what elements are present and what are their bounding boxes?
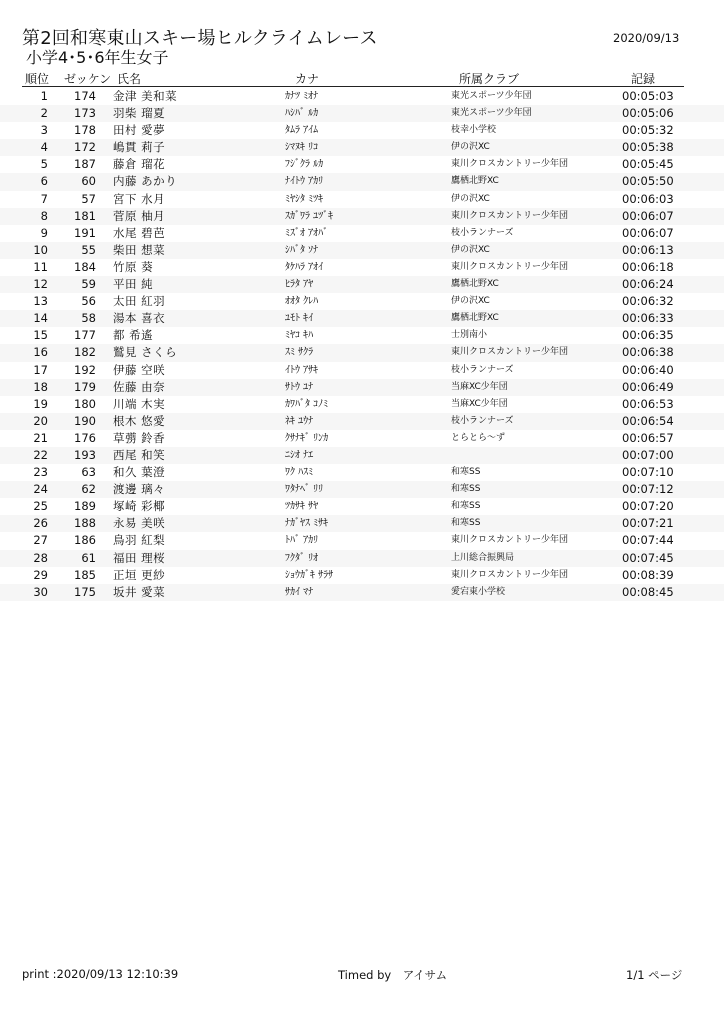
result-name: 西尾 和笑 xyxy=(113,447,166,462)
table-row xyxy=(0,430,724,447)
result-bib: 56 xyxy=(81,294,96,309)
result-club: 東川クロスカントリー少年団 xyxy=(451,569,569,580)
result-name: 水尾 碧芭 xyxy=(113,225,166,240)
result-name: 伊藤 空咲 xyxy=(113,362,166,377)
result-bib: 55 xyxy=(81,242,96,257)
result-name: 川端 木実 xyxy=(113,396,166,411)
table-row xyxy=(0,344,724,361)
result-time: 00:06:32 xyxy=(622,294,674,309)
result-bib: 179 xyxy=(74,379,96,394)
result-bib: 63 xyxy=(81,465,96,480)
result-time: 00:06:38 xyxy=(622,345,674,360)
result-name: 柴田 想菜 xyxy=(113,242,166,257)
result-kana: ﾜﾀﾅﾍﾞ ﾘﾘ xyxy=(285,484,324,496)
result-time: 00:06:03 xyxy=(622,191,674,206)
result-time: 00:06:40 xyxy=(622,362,674,377)
result-club: とらとら～ず xyxy=(451,432,506,443)
result-rank: 26 xyxy=(33,516,48,531)
result-bib: 188 xyxy=(74,516,96,531)
table-row xyxy=(0,225,724,242)
result-club: 枝幸小学校 xyxy=(451,125,497,136)
result-time: 00:06:49 xyxy=(622,379,674,394)
result-bib: 184 xyxy=(74,259,96,274)
result-club: 和寒SS xyxy=(451,467,481,478)
table-row xyxy=(0,362,724,379)
table-row xyxy=(0,208,724,225)
result-club: 士別南小 xyxy=(451,330,488,341)
header-divider xyxy=(22,86,684,87)
result-rank: 17 xyxy=(33,362,48,377)
result-club: 和寒SS xyxy=(451,501,481,512)
result-kana: ﾐﾔｺ ｷﾊ xyxy=(285,330,314,342)
result-name: 根木 悠愛 xyxy=(113,413,166,428)
category-subtitle: 小学4･5･6年生女子 xyxy=(26,48,169,67)
result-rank: 4 xyxy=(40,140,48,155)
result-name: 金津 美和菜 xyxy=(113,89,178,103)
result-name: 福田 理桜 xyxy=(113,550,166,565)
table-row xyxy=(0,584,724,601)
table-row xyxy=(0,447,724,464)
column-header-bib: ゼッケン xyxy=(64,72,112,86)
table-row xyxy=(0,242,724,259)
result-rank: 11 xyxy=(33,259,48,274)
table-row xyxy=(0,122,724,139)
result-name: 都 希遙 xyxy=(113,328,154,343)
result-time: 00:05:38 xyxy=(622,140,674,155)
result-name: 佐藤 由奈 xyxy=(113,379,166,394)
result-bib: 57 xyxy=(81,191,96,206)
result-time: 00:05:06 xyxy=(622,106,674,121)
result-time: 00:07:00 xyxy=(622,447,674,462)
result-name: 羽柴 瑠夏 xyxy=(113,106,166,121)
result-rank: 22 xyxy=(33,447,48,462)
result-name: 竹原 葵 xyxy=(113,259,154,274)
table-row xyxy=(0,515,724,532)
result-club: 枝小ランナーズ xyxy=(451,364,514,375)
result-time: 00:07:12 xyxy=(622,482,674,497)
result-club: 東川クロスカントリー少年団 xyxy=(451,210,569,221)
result-bib: 182 xyxy=(74,345,96,360)
result-time: 00:06:13 xyxy=(622,242,674,257)
result-club: 伊の沢XC xyxy=(451,296,490,307)
result-rank: 21 xyxy=(33,430,48,445)
result-rank: 14 xyxy=(33,311,48,326)
result-name: 和久 葉澄 xyxy=(113,465,166,480)
result-kana: ﾐｽﾞｵ ｱｵﾊﾞ xyxy=(285,227,329,239)
result-time: 00:06:07 xyxy=(622,225,674,240)
result-name: 草彅 鈴香 xyxy=(113,430,166,445)
result-kana: ｵｵﾀ ｸﾚﾊ xyxy=(285,296,319,308)
result-rank: 25 xyxy=(33,499,48,514)
result-time: 00:05:03 xyxy=(622,89,674,103)
result-kana: ﾆｼｵ ﾅｴ xyxy=(285,449,314,461)
result-bib: 180 xyxy=(74,396,96,411)
result-kana: ｼｮｳｶﾞｷ ｻﾗｻ xyxy=(285,569,334,581)
table-header xyxy=(0,70,724,85)
result-club: 鷹栖北野XC xyxy=(451,313,499,324)
result-time: 00:05:32 xyxy=(622,123,674,138)
result-time: 00:07:45 xyxy=(622,550,674,565)
result-club: 伊の沢XC xyxy=(451,244,490,255)
table-row xyxy=(0,413,724,430)
result-bib: 191 xyxy=(74,225,96,240)
table-row xyxy=(0,481,724,498)
result-club: 東川クロスカントリー少年団 xyxy=(451,261,569,272)
table-row xyxy=(0,105,724,122)
page-title: 第2回和寒東山スキー場ヒルクライムレース xyxy=(22,28,378,49)
result-bib: 192 xyxy=(74,362,96,377)
result-name: 塚崎 彩椰 xyxy=(113,499,166,514)
result-rank: 2 xyxy=(40,106,48,121)
result-club: 鷹栖北野XC xyxy=(451,176,499,187)
result-rank: 8 xyxy=(40,208,48,223)
result-club: 東川クロスカントリー少年団 xyxy=(451,159,569,170)
result-bib: 59 xyxy=(81,277,96,292)
result-kana: ｼﾏﾇｷ ﾘｺ xyxy=(285,142,319,154)
result-rank: 15 xyxy=(33,328,48,343)
result-rank: 20 xyxy=(33,413,48,428)
result-kana: ﾅｶﾞﾔｽ ﾐｻｷ xyxy=(285,518,329,530)
result-kana: ﾌｸﾀﾞ ﾘｵ xyxy=(285,552,319,564)
result-name: 田村 愛夢 xyxy=(113,123,166,138)
result-name: 宮下 水月 xyxy=(113,191,166,206)
table-row xyxy=(0,173,724,190)
result-rank: 7 xyxy=(40,191,48,206)
result-kana: ﾌｼﾞｸﾗ ﾙｶ xyxy=(285,159,324,171)
result-kana: ﾅｲﾄｳ ｱｶﾘ xyxy=(285,176,324,188)
result-name: 鷲見 さくら xyxy=(113,345,178,360)
result-name: 永易 美咲 xyxy=(113,516,166,531)
table-row xyxy=(0,550,724,567)
result-rank: 6 xyxy=(40,174,48,189)
result-time: 00:08:39 xyxy=(622,567,674,582)
result-name: 坂井 愛菜 xyxy=(113,584,166,599)
result-rank: 29 xyxy=(33,567,48,582)
result-bib: 61 xyxy=(81,550,96,565)
result-time: 00:05:50 xyxy=(622,174,674,189)
result-time: 00:07:10 xyxy=(622,465,674,480)
column-header-rank: 順位 xyxy=(25,72,50,86)
result-time: 00:05:45 xyxy=(622,157,674,172)
result-bib: 174 xyxy=(74,89,96,103)
result-kana: ｼﾊﾞﾀ ｿﾅ xyxy=(285,244,319,256)
result-name: 渡邊 璃々 xyxy=(113,482,166,497)
result-rank: 12 xyxy=(33,277,48,292)
result-bib: 173 xyxy=(74,106,96,121)
result-club: 東川クロスカントリー少年団 xyxy=(451,535,569,546)
column-header-kana: カナ xyxy=(295,72,320,86)
result-time: 00:06:54 xyxy=(622,413,674,428)
result-rank: 1 xyxy=(40,89,48,103)
result-bib: 178 xyxy=(74,123,96,138)
result-kana: ｽｶﾞﾜﾗ ﾕﾂﾞｷ xyxy=(285,210,334,222)
event-date: 2020/09/13 xyxy=(613,31,680,45)
result-bib: 58 xyxy=(81,311,96,326)
result-rank: 10 xyxy=(33,242,48,257)
result-club: 東光スポーツ少年団 xyxy=(451,108,532,119)
result-club: 当麻XC少年団 xyxy=(451,381,508,392)
result-time: 00:06:18 xyxy=(622,259,674,274)
table-row xyxy=(0,88,724,105)
result-club: 鷹栖北野XC xyxy=(451,279,499,290)
result-rank: 24 xyxy=(33,482,48,497)
result-kana: ｻﾄｳ ﾕﾅ xyxy=(285,381,314,393)
result-club: 伊の沢XC xyxy=(451,142,490,153)
result-club: 東光スポーツ少年団 xyxy=(451,91,532,101)
result-time: 00:07:20 xyxy=(622,499,674,514)
table-row xyxy=(0,191,724,208)
result-club: 当麻XC少年団 xyxy=(451,398,508,409)
table-row xyxy=(0,259,724,276)
result-rank: 28 xyxy=(33,550,48,565)
result-bib: 62 xyxy=(81,482,96,497)
result-bib: 175 xyxy=(74,584,96,599)
result-name: 鳥羽 紅梨 xyxy=(113,533,166,548)
result-kana: ﾂｶｻｷ ｻﾔ xyxy=(285,501,319,513)
table-row xyxy=(0,396,724,413)
result-bib: 176 xyxy=(74,430,96,445)
print-timestamp: print :2020/09/13 12:10:39 xyxy=(22,967,179,981)
result-rank: 18 xyxy=(33,379,48,394)
result-name: 藤倉 瑠花 xyxy=(113,157,166,172)
result-rank: 30 xyxy=(33,584,48,599)
result-kana: ﾐﾔｼﾀ ﾐﾂｷ xyxy=(285,193,324,205)
table-row xyxy=(0,567,724,584)
result-name: 湯本 喜衣 xyxy=(113,311,166,326)
result-name: 平田 純 xyxy=(113,277,154,292)
result-rank: 3 xyxy=(40,123,48,138)
result-club: 和寒SS xyxy=(451,518,481,529)
result-time: 00:08:45 xyxy=(622,584,674,599)
result-time: 00:06:33 xyxy=(622,311,674,326)
result-kana: ｶﾜﾊﾞﾀ ｺﾉﾐ xyxy=(285,398,329,410)
result-rank: 16 xyxy=(33,345,48,360)
result-name: 太田 紅羽 xyxy=(113,294,166,309)
table-row xyxy=(0,139,724,156)
result-bib: 187 xyxy=(74,157,96,172)
result-name: 正垣 更紗 xyxy=(113,567,166,582)
result-bib: 186 xyxy=(74,533,96,548)
result-kana: ﾋﾗﾀ ｱﾔ xyxy=(285,279,314,291)
result-time: 00:06:07 xyxy=(622,208,674,223)
result-name: 菅原 柚月 xyxy=(113,208,166,223)
table-row xyxy=(0,293,724,310)
result-kana: ﾀｹﾊﾗ ｱｵｲ xyxy=(285,261,324,273)
result-bib: 189 xyxy=(74,499,96,514)
result-rank: 23 xyxy=(33,465,48,480)
table-row xyxy=(0,156,724,173)
timed-by: Timed by アイサム xyxy=(338,968,448,982)
result-rank: 27 xyxy=(33,533,48,548)
result-name: 嶋貫 莉子 xyxy=(113,140,166,155)
result-club: 枝小ランナーズ xyxy=(451,415,514,426)
result-club: 東川クロスカントリー少年団 xyxy=(451,347,569,358)
result-bib: 60 xyxy=(81,174,96,189)
table-row xyxy=(0,276,724,293)
result-bib: 177 xyxy=(74,328,96,343)
result-bib: 172 xyxy=(74,140,96,155)
result-club: 和寒SS xyxy=(451,484,481,495)
result-kana: ﾀﾑﾗ ｱｲﾑ xyxy=(285,125,319,137)
result-bib: 181 xyxy=(74,208,96,223)
result-kana: ﾊｼﾊﾞ ﾙｶ xyxy=(285,108,319,120)
result-rank: 13 xyxy=(33,294,48,309)
result-rank: 9 xyxy=(40,225,48,240)
result-bib: 193 xyxy=(74,447,96,462)
result-kana: ｸｻﾅｷﾞ ﾘﾝｶ xyxy=(285,432,329,444)
result-bib: 185 xyxy=(74,567,96,582)
result-club: 上川総合振興局 xyxy=(451,552,515,563)
result-time: 00:07:44 xyxy=(622,533,674,548)
result-time: 00:07:21 xyxy=(622,516,674,531)
table-row xyxy=(0,464,724,481)
result-club: 枝小ランナーズ xyxy=(451,227,514,238)
result-kana: ｽﾐ ｻｸﾗ xyxy=(285,347,314,359)
result-club: 愛宕東小学校 xyxy=(451,586,506,597)
result-kana: ｶﾅﾂ ﾐｵﾅ xyxy=(285,91,319,102)
column-header-name: 氏名 xyxy=(117,72,142,86)
column-header-club: 所属クラブ xyxy=(459,72,520,86)
page-number: 1/1 ページ xyxy=(626,968,683,982)
table-row xyxy=(0,379,724,396)
result-kana: ﾄﾊﾞ ｱｶﾘ xyxy=(285,535,319,547)
result-time: 00:06:24 xyxy=(622,277,674,292)
results-table xyxy=(0,88,724,601)
result-kana: ﾜｸ ﾊｽﾐ xyxy=(285,467,314,479)
result-bib: 190 xyxy=(74,413,96,428)
result-kana: ｲﾄｳ ｱｻｷ xyxy=(285,364,319,376)
table-row xyxy=(0,532,724,549)
column-header-time: 記録 xyxy=(631,72,656,86)
result-kana: ｻｶｲ ﾏﾅ xyxy=(285,586,314,598)
result-time: 00:06:53 xyxy=(622,396,674,411)
result-kana: ﾈｷ ﾕｳﾅ xyxy=(285,415,314,427)
result-name: 内藤 あかり xyxy=(113,174,178,189)
result-time: 00:06:35 xyxy=(622,328,674,343)
table-row xyxy=(0,498,724,515)
result-kana: ﾕﾓﾄ ｷｲ xyxy=(285,313,314,325)
result-time: 00:06:57 xyxy=(622,430,674,445)
result-rank: 5 xyxy=(40,157,48,172)
table-row xyxy=(0,310,724,327)
result-club: 伊の沢XC xyxy=(451,193,490,204)
table-row xyxy=(0,327,724,344)
result-rank: 19 xyxy=(33,396,48,411)
